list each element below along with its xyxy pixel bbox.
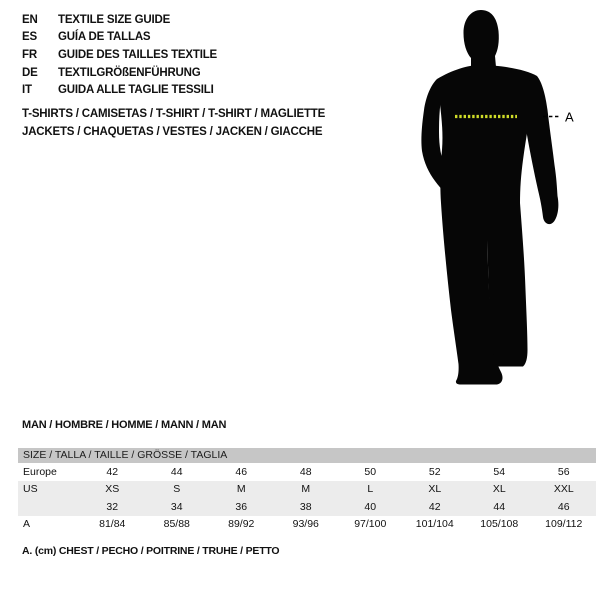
language-code: FR — [22, 48, 37, 61]
size-cell: 42 — [106, 465, 119, 478]
size-cell: 56 — [557, 465, 570, 478]
row-label: A — [23, 518, 31, 531]
language-row — [22, 81, 217, 99]
size-cell: 44 — [493, 500, 506, 513]
language-title: GUIDE DES TAILLES TEXTILE — [58, 48, 217, 61]
row-label: Europe — [23, 465, 57, 478]
language-title: GUIDA ALLE TAGLIE TESSILI — [58, 84, 214, 97]
man-silhouette-figure — [390, 0, 600, 400]
row-label: US — [23, 483, 38, 496]
size-cell: 93/96 — [292, 518, 319, 531]
size-cell: XL — [428, 483, 442, 496]
language-row — [22, 64, 217, 82]
size-cell: 52 — [428, 465, 441, 478]
language-row — [22, 46, 217, 64]
size-cell: 54 — [493, 465, 506, 478]
size-cell: 97/100 — [354, 518, 387, 531]
language-title: GUÍA DE TALLAS — [58, 31, 151, 44]
size-cell: 85/88 — [163, 518, 190, 531]
language-code: IT — [22, 84, 32, 97]
size-cell: 46 — [235, 465, 248, 478]
size-cell: 50 — [364, 465, 377, 478]
language-row — [22, 11, 217, 29]
size-cell: 36 — [235, 500, 248, 513]
size-cell: 32 — [106, 500, 119, 513]
language-code: ES — [22, 31, 37, 44]
table-row-us-numeric — [18, 498, 596, 516]
size-table-header: SIZE / TALLA / TAILLE / GRÖSSE / TAGLIA — [18, 448, 596, 463]
size-cell: 46 — [557, 500, 570, 513]
size-cell: 109/112 — [545, 518, 583, 531]
size-cell: XS — [105, 483, 120, 496]
size-cell: 101/104 — [415, 518, 454, 531]
size-cell: L — [367, 483, 374, 496]
size-cell: 42 — [428, 500, 441, 513]
size-cell: 48 — [299, 465, 312, 478]
size-cell: 105/108 — [480, 518, 519, 531]
measurement-note: A. (cm) CHEST / PECHO / POITRINE / TRUHE / PETTO — [22, 545, 280, 557]
measure-label-a: A — [565, 109, 574, 125]
size-cell: XL — [492, 483, 506, 496]
category-line-tshirts: T-SHIRTS / CAMISETAS / T-SHIRT / T-SHIRT / MAGLIETTE — [22, 108, 326, 120]
language-title: TEXTILE SIZE GUIDE — [58, 13, 171, 26]
language-title: TEXTILGRÖßENFÜHRUNG — [58, 66, 201, 79]
size-cell: 38 — [299, 500, 312, 513]
size-cell: 81/84 — [99, 518, 126, 531]
size-cell: S — [173, 483, 181, 496]
man-silhouette — [421, 10, 558, 385]
section-title-man: MAN / HOMBRE / HOMME / MANN / MAN — [22, 419, 227, 431]
size-cell: 34 — [170, 500, 183, 513]
size-cell: M — [236, 483, 246, 496]
language-code: EN — [22, 13, 38, 26]
table-row-europe — [18, 463, 596, 481]
table-row-chest-a — [18, 516, 596, 534]
category-line-jackets: JACKETS / CHAQUETAS / VESTES / JACKEN / GIACCHE — [22, 125, 323, 138]
language-code: DE — [22, 66, 38, 79]
size-cell: XXL — [553, 483, 574, 496]
size-cell: 40 — [364, 500, 377, 513]
size-cell: 44 — [170, 465, 183, 478]
language-list — [22, 11, 217, 99]
language-row — [22, 29, 217, 47]
table-row-us — [18, 481, 596, 499]
size-cell: 89/92 — [228, 518, 255, 531]
size-cell: M — [301, 483, 311, 496]
category-list — [22, 106, 325, 141]
size-table — [18, 448, 596, 533]
